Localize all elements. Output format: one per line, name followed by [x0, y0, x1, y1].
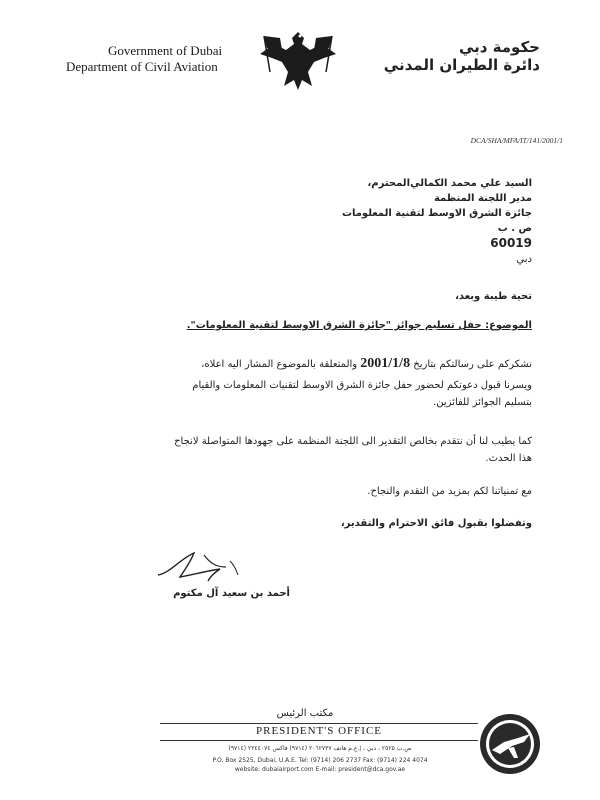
- handwritten-signature-icon: [150, 545, 250, 589]
- letterhead-arabic-line1: حكومة دبي: [458, 38, 540, 56]
- recipient-city: دبي: [516, 254, 532, 265]
- paragraph-1-text-a: نشكركم على رسالتكم بتاريخ: [413, 359, 532, 370]
- footer-contact-line-2: website: dubaiairport.com E-mail: president@dca.gov.ae: [234, 766, 406, 773]
- paragraph-2-line-1: كما يطيب لنا أن نتقدم بخالص التقدير الى اللجنة المنظمة على جهودها المتواصلة لانجاح: [174, 436, 532, 447]
- footer-bottom-rule: [160, 740, 478, 741]
- recipient-po-number: 60019: [490, 236, 532, 250]
- paragraph-1-line-2: ويسرنا قبول دعوتكم لحضور حفل جائزة الشرق الاوسط لتقنيات المعلومات والقيام: [192, 380, 532, 391]
- airport-seal-icon: [478, 712, 542, 776]
- letterhead-arabic-line2: دائرة الطيران المدني: [383, 56, 540, 74]
- falcon-emblem-icon: [250, 24, 346, 94]
- recipient-organization: جائزة الشرق الاوسط لتقنية المعلومات: [341, 208, 532, 219]
- paragraph-1-line-1: [82, 356, 532, 372]
- recipient-honorific: المحترم،: [367, 178, 410, 189]
- greeting: تحية طيبة وبعد،: [455, 291, 532, 302]
- recipient-name: السيد علي محمد الكمالي: [410, 178, 532, 189]
- footer-contact-line-1: P.O. Box 2525, Dubai, U.A.E. Tel: (9714) 206 2737 Fax: (9714) 224 4074: [212, 757, 428, 764]
- paragraph-1-line-3: بتسليم الجوائز للفائزين.: [433, 397, 532, 408]
- footer-office-english: PRESIDENT'S OFFICE: [255, 725, 383, 737]
- footer-contact-arabic: ص.ب ٢٥٢٥ ، دبي ، إ.ع.م هاتف ٢٠٦٢٧٣٧ (٩٧١٤) فاكس ٢٢٤٤٠٧٤ (٩٧١٤): [228, 745, 412, 752]
- letter-date: 2001/1/8: [360, 356, 411, 371]
- recipient-title: مدير اللجنة المنظمة: [433, 193, 532, 204]
- footer-office-arabic: مكتب الرئيس: [276, 708, 334, 719]
- closing-line: وتفضلوا بقبول فائق الاحترام والتقدير،: [340, 518, 532, 529]
- letterhead-english-line2: Department of Civil Aviation: [66, 59, 218, 74]
- reference-number: DCA/SHA/MFA/IT/141/2001/1: [470, 136, 563, 145]
- paragraph-1-text-b: والمتعلقة بالموضوع المشار اليه اعلاه،: [201, 359, 358, 370]
- letterhead-english-line1: Government of Dubai: [108, 43, 223, 58]
- signatory-name: أحمد بن سعيد آل مكتوم: [173, 588, 290, 599]
- paragraph-2-line-2: هذا الحدث.: [485, 453, 532, 464]
- paragraph-3: مع تمنياتنا لكم بمزيد من التقدم والنجاح.: [367, 486, 532, 497]
- subject-line: الموضوع: حفل تسليم جوائز "جائزة الشرق الاوسط لتقنية المعلومات".: [186, 320, 532, 331]
- recipient-po-label: ص . ب: [497, 223, 532, 234]
